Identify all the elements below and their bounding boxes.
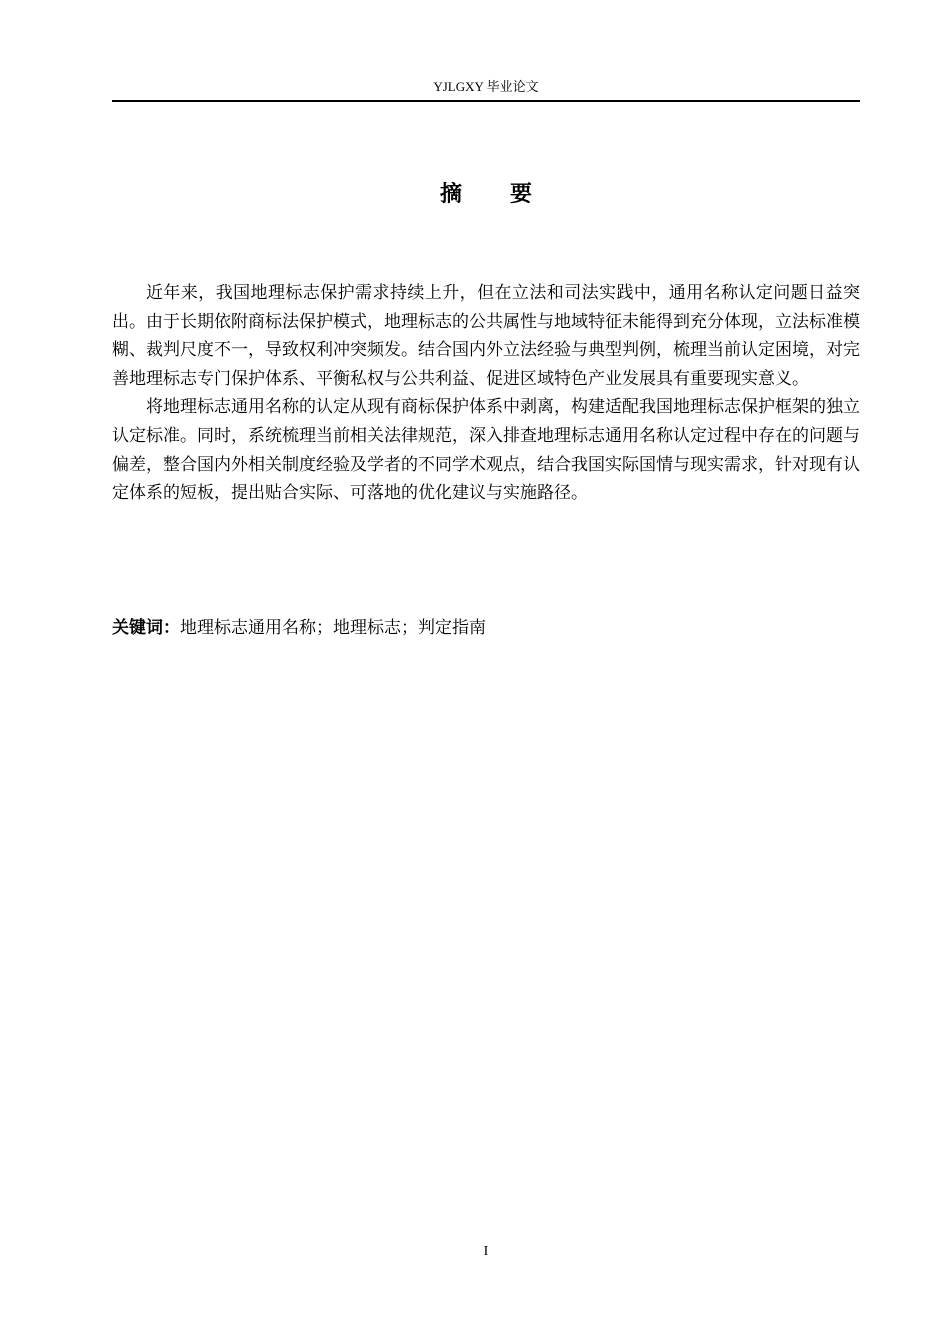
keywords-label: 关键词： [112,618,180,638]
abstract-paragraph-1: 近年来，我国地理标志保护需求持续上升，但在立法和司法实践中，通用名称认定问题日益突出。由于长期依附商标法保护模式，地理标志的公共属性与地域特征未能得到充分体现，立法标准模糊、裁判尺度不一，导致权利冲突频发。结合国内外立法经验与典型判例，梳理当前认定困境，对完善地理标志专门保护体系、平衡私权与公共利益、促进区域特色产业发展具有重要现实意义。 [112,283,860,389]
abstract-body [112,279,860,508]
abstract-paragraph-2: 将地理标志通用名称的认定从现有商标保护体系中剥离，构建适配我国地理标志保护框架的独立认定标准。同时，系统梳理当前相关法律规范，深入排查地理标志通用名称认定过程中存在的问题与偏差，整合国内外相关制度经验及学者的不同学术观点，结合我国实际国情与现实需求，针对现有认定体系的短板，提出贴合实际、可落地的优化建议与实施路径。 [112,397,860,504]
abstract-title: 摘要 [439,182,580,207]
page-number: I [483,1244,489,1259]
keywords-value: 地理标志通用名称；地理标志；判定指南 [180,618,486,638]
keywords-line [112,614,860,642]
header-divider [112,100,860,102]
running-header: YJLGXY 毕业论文 [433,79,539,94]
